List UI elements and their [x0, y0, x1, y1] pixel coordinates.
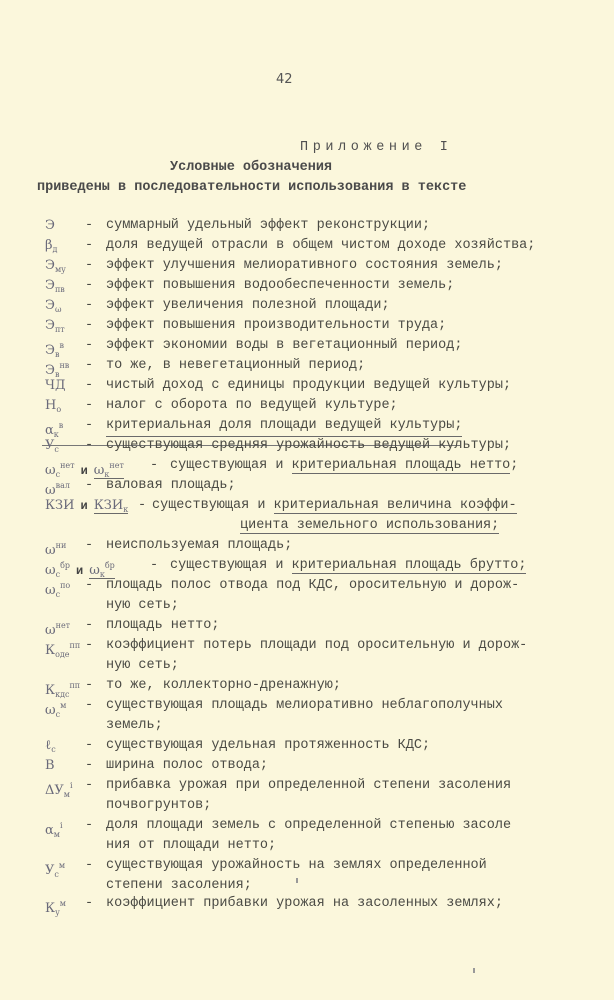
- definition: налог с оборота по ведущей культуре;: [106, 398, 398, 413]
- definition-continuation: ную сеть;: [106, 658, 179, 673]
- symbol: $\omega^{нет}$: [45, 621, 71, 638]
- definition: доля ведущей отрасли в общем чистом доходе хозяйства;: [106, 238, 536, 253]
- dash: -: [85, 538, 94, 553]
- definition: существующая площадь мелиоративно неблагополучных: [106, 698, 503, 713]
- definition: существующая средняя урожайность ведущей культуры;: [106, 438, 512, 453]
- definition-continuation: ния от площади нетто;: [106, 838, 277, 853]
- page-number: 42: [276, 72, 293, 87]
- symbol: $\alpha_м^i$: [45, 821, 63, 839]
- symbol: B: [45, 758, 55, 773]
- symbol: $Э_{пв}$: [45, 278, 65, 294]
- paper-speck: [296, 878, 298, 883]
- definition: существующая и критериальная величина коэффи-: [152, 498, 517, 513]
- symbol: КЗИ и $КЗИ_к$: [45, 498, 129, 514]
- definition: чистый доход с единицы продукции ведущей культуры;: [106, 378, 512, 393]
- dash: -: [85, 896, 94, 911]
- dash: -: [85, 478, 94, 493]
- definition: существующая удельная протяженность КДС;: [106, 738, 431, 753]
- dash: -: [85, 278, 94, 293]
- dash: -: [85, 678, 94, 693]
- dash: -: [85, 578, 94, 593]
- symbol: $\Delta У_м^i$: [45, 781, 73, 799]
- dash: -: [85, 698, 94, 713]
- symbol: $К_у^м$: [45, 899, 67, 917]
- symbol: $\alpha_к^в$: [45, 421, 64, 439]
- page-title: Условные обозначения: [170, 160, 333, 175]
- symbol: $\omega^{ни}$: [45, 541, 67, 558]
- symbol: $Э_{му}$: [45, 258, 66, 274]
- symbol: $\beta_д$: [45, 238, 58, 254]
- definition-continuation: ную сеть;: [106, 598, 179, 613]
- definition: существующая урожайность на землях определенной: [106, 858, 487, 873]
- symbol: $Э_\omega$: [45, 298, 62, 314]
- definition: критериальная доля площади ведущей культуры;: [106, 416, 462, 437]
- symbol: $\omega_с^м$: [45, 701, 67, 719]
- dash: -: [85, 338, 94, 353]
- definition-continuation: циента земельного использования;: [240, 518, 500, 533]
- definition: прибавка урожая при определенной степени засоления: [106, 778, 512, 793]
- definition: то же, коллекторно-дренажную;: [106, 678, 341, 693]
- definition: эффект повышения производительности труда;: [106, 318, 447, 333]
- symbol: $Э_{пт}$: [45, 318, 65, 334]
- definition-continuation: степени засоления;: [106, 878, 252, 893]
- definition: коэффициент прибавки урожая на засоленных землях;: [106, 896, 503, 911]
- symbol: $\omega_с^{бр}$ и $\omega_к^{бр}$: [45, 561, 115, 579]
- symbol: $\omega_с^{по}$: [45, 581, 71, 599]
- definition: неиспользуемая площадь;: [106, 538, 293, 553]
- dash: -: [85, 418, 94, 433]
- symbol: $Н_о$: [45, 398, 62, 414]
- symbol: $Э_в^{нв}$: [45, 361, 70, 379]
- dash: -: [85, 218, 94, 233]
- symbol: $У_с^м$: [45, 861, 66, 879]
- dash: -: [85, 858, 94, 873]
- definition: площадь полос отвода под КДС, оросительную и дорож-: [106, 578, 520, 593]
- dash: -: [85, 738, 94, 753]
- dash: -: [85, 638, 94, 653]
- dash: -: [85, 358, 94, 373]
- definition: эффект экономии воды в вегетационный период;: [106, 338, 463, 353]
- dash: -: [85, 438, 94, 453]
- dash: -: [85, 318, 94, 333]
- definition-continuation: почвогрунтов;: [106, 798, 212, 813]
- symbol: $К_{кдс}^{пп}$: [45, 681, 81, 699]
- symbol: $\omega_с^{нет}$ и $\omega_к^{нет}$: [45, 461, 124, 479]
- symbol: ℓ$_с$: [45, 738, 56, 754]
- dash: -: [85, 258, 94, 273]
- symbol: $К_{оде}^{пп}$: [45, 641, 81, 659]
- appendix-label: Приложение I: [300, 140, 453, 155]
- definition: эффект повышения водообеспеченности земель;: [106, 278, 455, 293]
- dash: -: [85, 238, 94, 253]
- definition: ширина полос отвода;: [106, 758, 269, 773]
- dash: -: [85, 778, 94, 793]
- definition: доля площади земель с определенной степенью засоле: [106, 818, 512, 833]
- paper-speck: [473, 968, 475, 973]
- dash: -: [150, 458, 159, 473]
- definition: эффект увеличения полезной площади;: [106, 298, 390, 313]
- definition: то же, в невегетационный период;: [106, 358, 366, 373]
- definition: существующая и критериальная площадь брутто;: [170, 558, 527, 573]
- dash: -: [85, 818, 94, 833]
- definition-continuation: земель;: [106, 718, 163, 733]
- symbol: $У_с$: [45, 438, 59, 454]
- dash: -: [85, 398, 94, 413]
- dash: -: [138, 498, 147, 513]
- definition: существующая и критериальная площадь нетто;: [170, 458, 519, 473]
- dash: -: [85, 758, 94, 773]
- dash: -: [85, 618, 94, 633]
- dash: -: [150, 558, 159, 573]
- definition: эффект улучшения мелиоративного состояния земель;: [106, 258, 503, 273]
- definition: суммарный удельный эффект реконструкции;: [106, 218, 431, 233]
- dash: -: [85, 298, 94, 313]
- symbol: $Э_в^в$: [45, 341, 64, 359]
- symbol: ЧД: [45, 378, 66, 393]
- definition: площадь нетто;: [106, 618, 220, 633]
- symbol: $\omega^{вал}$: [45, 481, 70, 498]
- page-subtitle: приведены в последовательности использования в тексте: [37, 180, 467, 195]
- dash: -: [85, 378, 94, 393]
- definition: коэффициент потерь площади под оросительную и дорож-: [106, 638, 528, 653]
- symbol: Э: [45, 218, 55, 233]
- definition: валовая площадь;: [106, 478, 236, 493]
